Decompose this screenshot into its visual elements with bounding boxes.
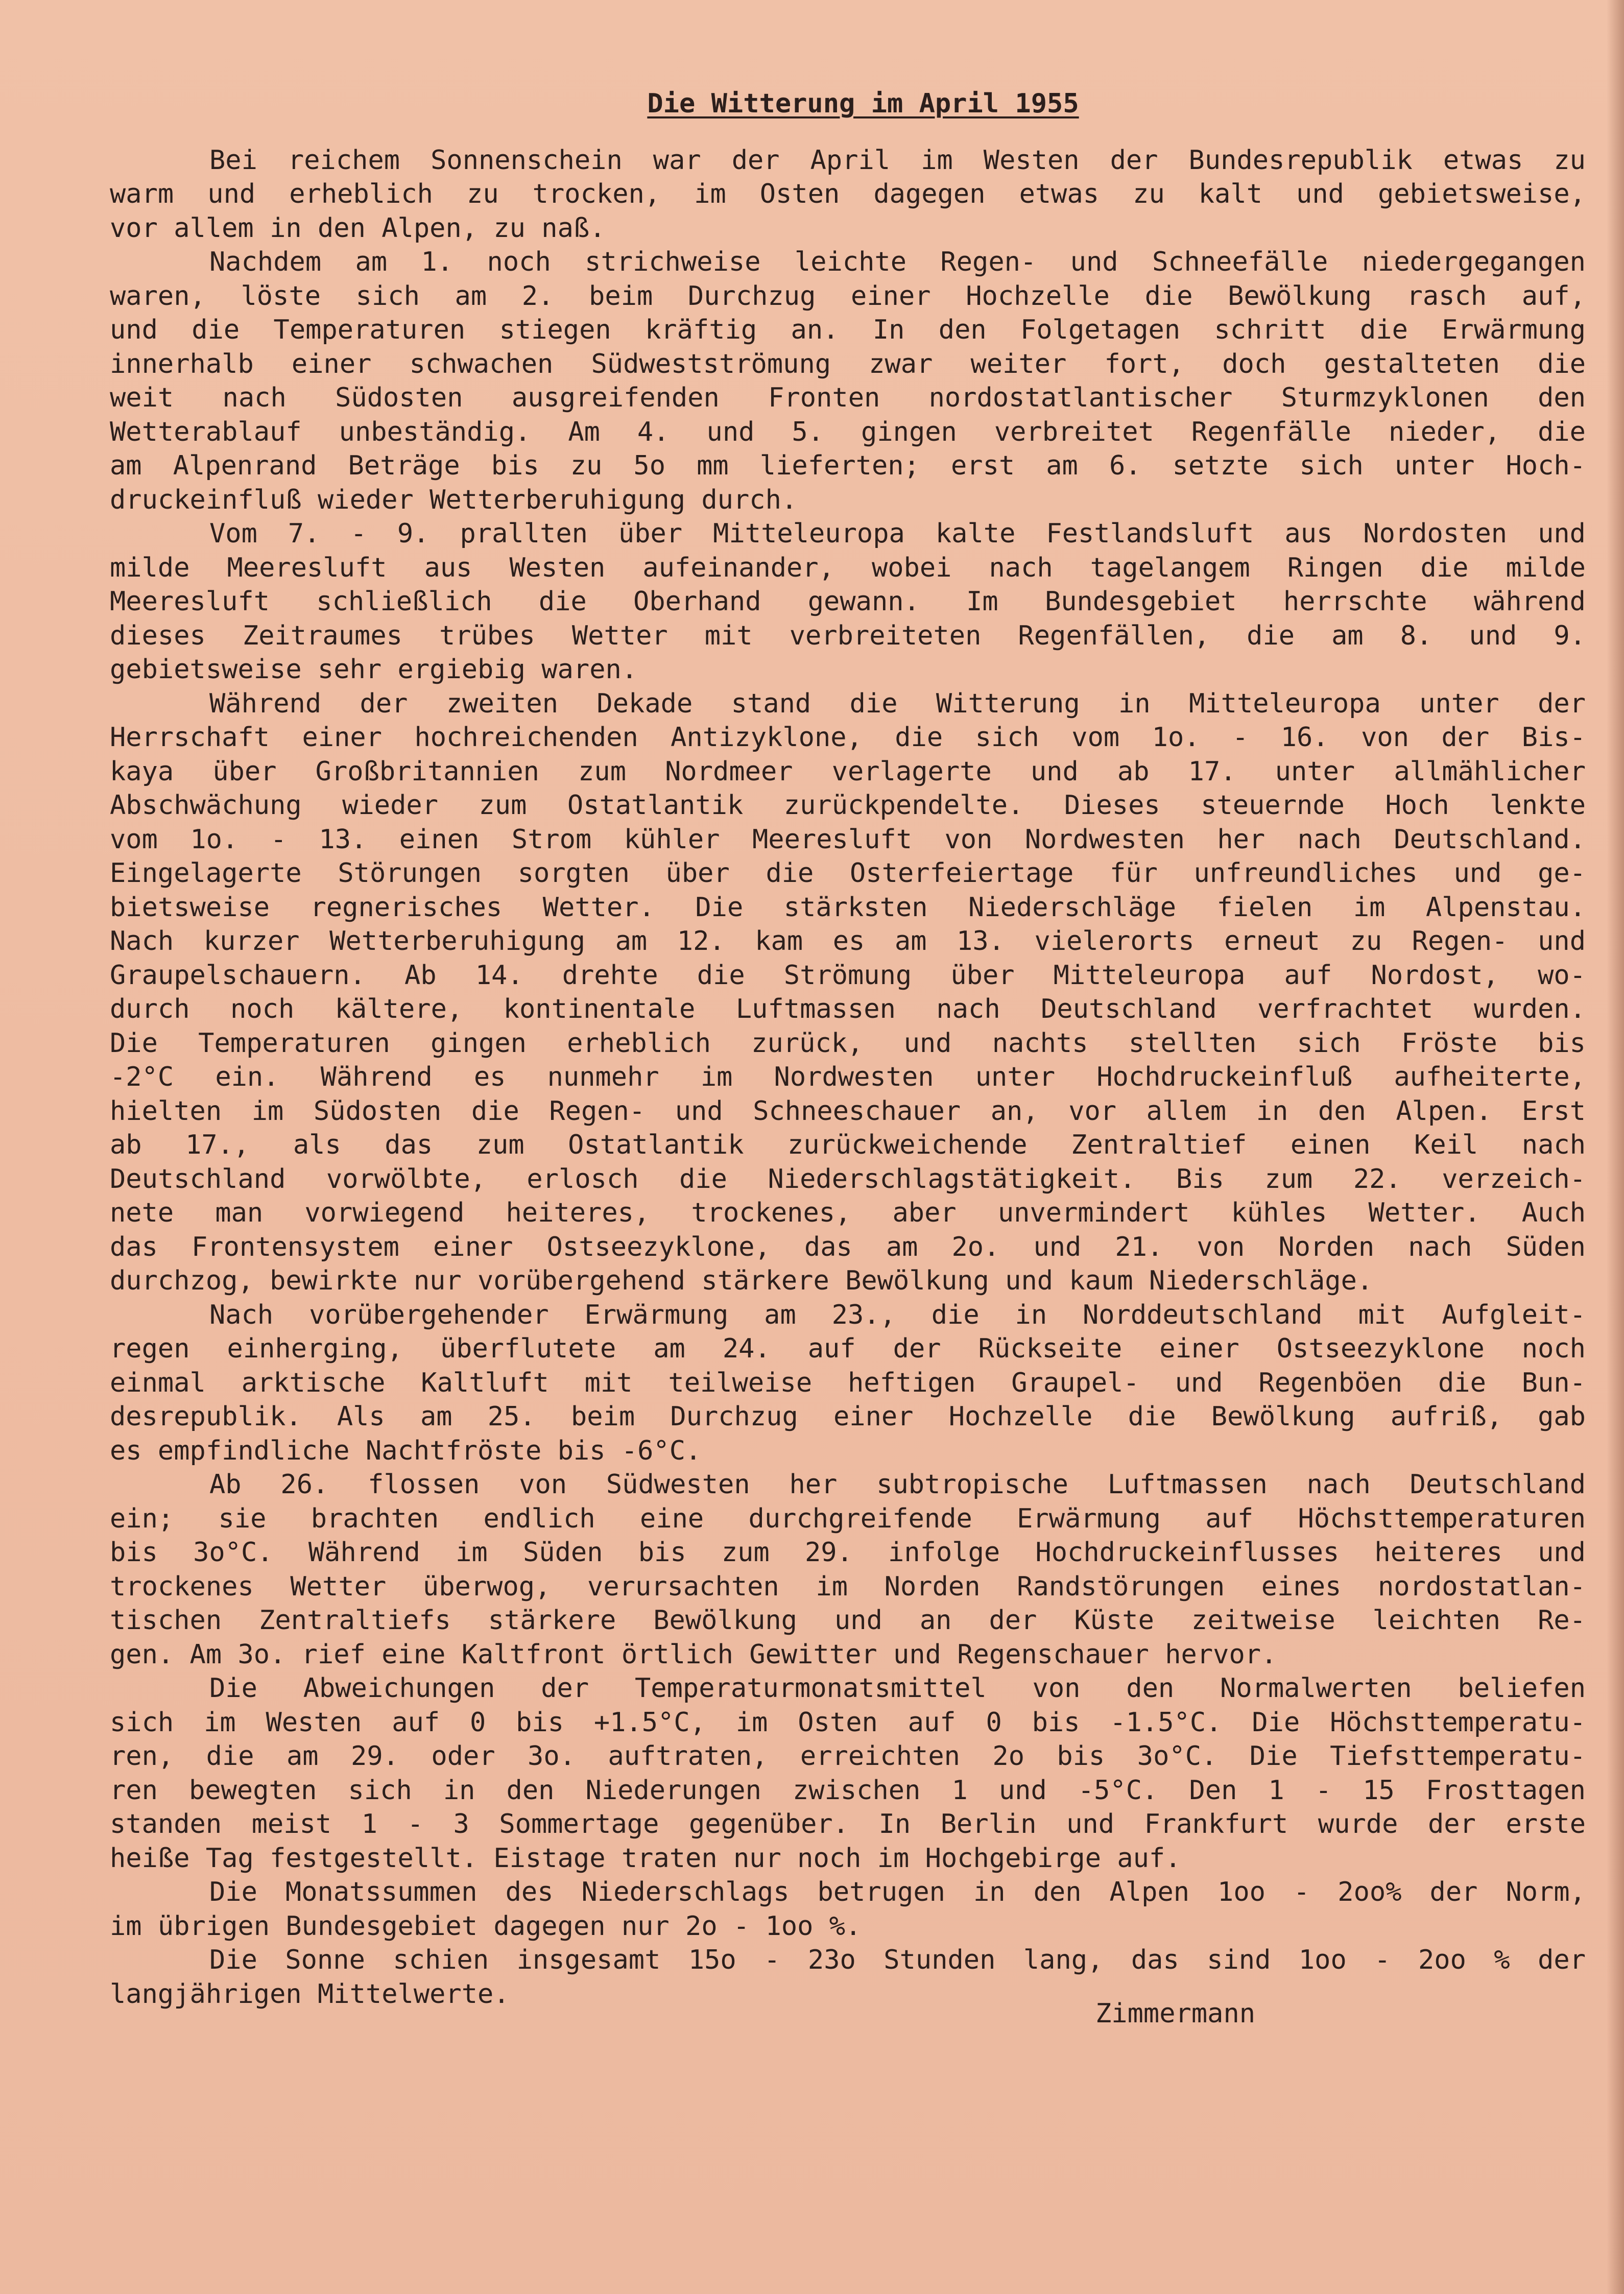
text-line: Nachdem am 1. noch strichweise leichte Regen- und Schneefälle niedergegangen [209, 247, 1586, 277]
text-line: ren bewegten sich in den Niederungen zwischen 1 und -5°C. Den 1 - 15 Frosttagen [110, 1775, 1586, 1806]
text-line: Nach kurzer Wetterberuhigung am 12. kam es am 13. vielerorts erneut zu Regen- und [110, 926, 1586, 957]
text-line: gebietsweise sehr ergiebig waren. [110, 654, 638, 685]
text-line: kaya über Großbritannien zum Nordmeer verlagerte und ab 17. unter allmählicher [110, 756, 1586, 787]
text-line: Wetterablauf unbeständig. Am 4. und 5. gingen verbreitet Regenfälle nieder, die [110, 416, 1586, 447]
document-title: Die Witterung im April 1955 [647, 88, 1079, 119]
text-line: ab 17., als das zum Ostatlantik zurückweichende Zentraltief einen Keil nach [110, 1130, 1586, 1160]
text-line: druckeinfluß wieder Wetterberuhigung durch. [110, 484, 798, 515]
document-text [110, 144, 1586, 2012]
text-line: einmal arktische Kaltluft mit teilweise heftigen Graupel- und Regenböen die Bun- [110, 1367, 1586, 1398]
text-line: ein; sie brachten endlich eine durchgreifende Erwärmung auf Höchsttemperaturen [110, 1503, 1586, 1534]
text-line: nete man vorwiegend heiteres, trockenes, aber unvermindert kühles Wetter. Auch [110, 1198, 1586, 1228]
text-line: sich im Westen auf 0 bis +1.5°C, im Osten auf 0 bis -1.5°C. Die Höchsttemperatu- [110, 1707, 1586, 1738]
text-line: gen. Am 3o. rief eine Kaltfront örtlich Gewitter und Regenschauer hervor. [110, 1639, 1277, 1670]
text-line: Die Monatssummen des Niederschlags betrugen in den Alpen 1oo - 2oo% der Norm, [209, 1877, 1586, 1907]
text-line: Meeresluft schließlich die Oberhand gewann. Im Bundesgebiet herrschte während [110, 586, 1586, 617]
text-line: Die Sonne schien insgesamt 15o - 23o Stunden lang, das sind 1oo - 2oo % der [209, 1945, 1586, 1975]
text-line: trockenes Wetter überwog, verursachten im Norden Randstörungen eines nordostatlan- [110, 1571, 1586, 1602]
text-line: vom 1o. - 13. einen Strom kühler Meeresluft von Nordwesten her nach Deutschland. [110, 824, 1586, 855]
text-line: hielten im Südosten die Regen- und Schneeschauer an, vor allem in den Alpen. Erst [110, 1095, 1586, 1127]
text-line: weit nach Südosten ausgreifenden Fronten nordostatlantischer Sturmzyklonen den [110, 383, 1586, 413]
text-line: waren, löste sich am 2. beim Durchzug einer Hochzelle die Bewölkung rasch auf, [110, 280, 1586, 312]
text-line: desrepublik. Als am 25. beim Durchzug einer Hochzelle die Bewölkung aufriß, gab [110, 1401, 1586, 1432]
text-line: Vom 7. - 9. prallten über Mitteleuropa kalte Festlandsluft aus Nordosten und [209, 518, 1586, 549]
text-line: tischen Zentraltiefs stärkere Bewölkung und an der Küste zeitweise leichten Re- [110, 1605, 1586, 1636]
author-signature: Zimmermann [1095, 1998, 1256, 2029]
text-line: bietsweise regnerisches Wetter. Die stärksten Niederschläge fielen im Alpenstau. [110, 892, 1586, 923]
text-line: Während der zweiten Dekade stand die Witterung in Mitteleuropa unter der [209, 688, 1586, 719]
text-line: vor allem in den Alpen, zu naß. [110, 212, 606, 244]
text-line: -2°C ein. Während es nunmehr im Nordwesten unter Hochdruckeinfluß aufheiterte, [110, 1062, 1586, 1092]
text-line: milde Meeresluft aus Westen aufeinander, wobei nach tagelangem Ringen die milde [110, 552, 1586, 583]
text-line: Bei reichem Sonnenschein war der April im Westen der Bundesrepublik etwas zu [209, 145, 1586, 176]
text-line: Abschwächung wieder zum Ostatlantik zurückpendelte. Dieses steuernde Hoch lenkte [110, 790, 1586, 821]
page-edge-shadow [1607, 0, 1624, 2294]
text-line: durch noch kältere, kontinentale Luftmassen nach Deutschland verfrachtet wurden. [110, 994, 1586, 1024]
text-line: dieses Zeitraumes trübes Wetter mit verbreiteten Regenfällen, die am 8. und 9. [110, 620, 1586, 651]
text-line: regen einherging, überflutete am 24. auf der Rückseite einer Ostseezyklone noch [110, 1333, 1586, 1364]
document-body [110, 87, 1586, 2011]
text-line: langjährigen Mittelwerte. [110, 1978, 510, 2010]
text-line: Ab 26. flossen von Südwesten her subtropische Luftmassen nach Deutschland [209, 1469, 1586, 1500]
text-line: das Frontensystem einer Ostseezyklone, das am 2o. und 21. von Norden nach Süden [110, 1231, 1586, 1262]
text-line: heiße Tag festgestellt. Eistage traten nur noch im Hochgebirge auf. [110, 1843, 1181, 1874]
text-line: Die Abweichungen der Temperaturmonatsmittel von den Normalwerten beliefen [209, 1673, 1586, 1704]
text-line: Eingelagerte Störungen sorgten über die Osterfeiertage für unfreundliches und ge- [110, 858, 1586, 889]
text-line: Deutschland vorwölbte, erlosch die Niederschlagstätigkeit. Bis zum 22. verzeich- [110, 1163, 1586, 1194]
text-line: standen meist 1 - 3 Sommertage gegenüber. In Berlin und Frankfurt wurde der erste [110, 1809, 1586, 1839]
text-line: ren, die am 29. oder 3o. auftraten, erreichten 2o bis 3o°C. Die Tiefsttemperatu- [110, 1741, 1586, 1772]
text-line: warm und erheblich zu trocken, im Osten dagegen etwas zu kalt und gebietsweise, [110, 179, 1586, 209]
text-line: und die Temperaturen stiegen kräftig an. In den Folgetagen schritt die Erwärmung [110, 315, 1586, 345]
text-line: es empfindliche Nachtfröste bis -6°C. [110, 1435, 702, 1466]
text-line: durchzog, bewirkte nur vorübergehend stärkere Bewölkung und kaum Niederschläge. [110, 1265, 1373, 1296]
text-line: bis 3o°C. Während im Süden bis zum 29. infolge Hochdruckeinflusses heiteres und [110, 1537, 1586, 1568]
text-line: Die Temperaturen gingen erheblich zurück, und nachts stellten sich Fröste bis [110, 1027, 1586, 1059]
text-line: Nach vorübergehender Erwärmung am 23., die in Norddeutschland mit Aufgleit- [209, 1299, 1586, 1330]
text-line: innerhalb einer schwachen Südwestströmung zwar weiter fort, doch gestalteten die [110, 348, 1586, 379]
text-line: Graupelschauern. Ab 14. drehte die Strömung über Mitteleuropa auf Nordost, wo- [110, 960, 1586, 991]
text-line: Herrschaft einer hochreichenden Antizyklone, die sich vom 1o. - 16. von der Bis- [110, 722, 1586, 753]
text-line: im übrigen Bundesgebiet dagegen nur 2o - 1oo %. [110, 1910, 862, 1942]
text-line: am Alpenrand Beträge bis zu 5o mm lieferten; erst am 6. setzte sich unter Hoch- [110, 450, 1586, 481]
